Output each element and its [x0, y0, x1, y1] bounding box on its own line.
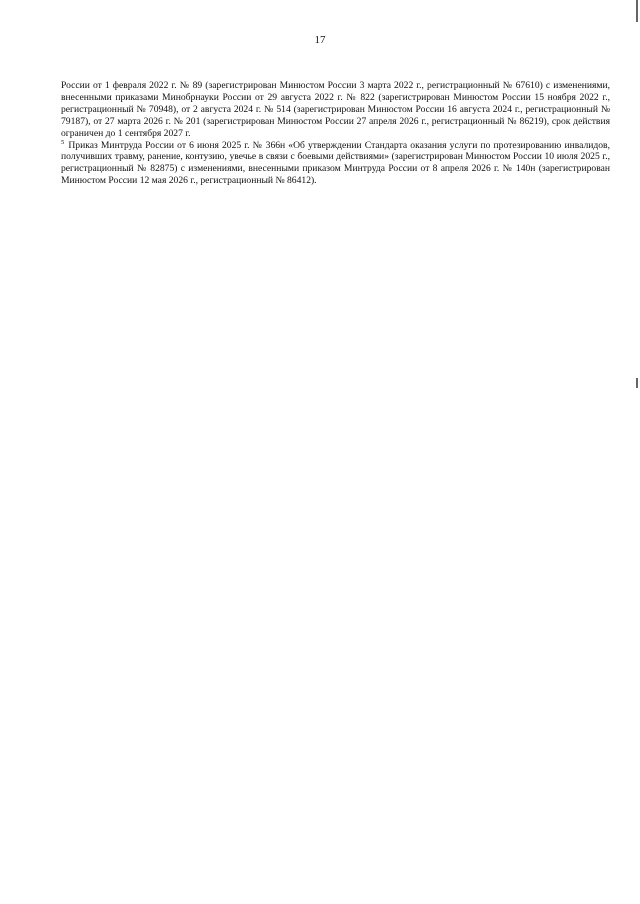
- scan-edge-mark-middle: [636, 378, 638, 388]
- scan-edge-mark-top: [636, 0, 638, 22]
- page-number: 17: [314, 34, 326, 46]
- footnotes-block: [61, 80, 610, 187]
- footnote-5-text: Приказ Минтруда России от 6 июня 2025 г. № 366н «Об утверждении Стандарта оказания услуги по протезированию инвалидов, получивших травму, ранение, контузию, увечье в связи с боевыми действиями» (зарегистрирован Минюстом России 10 июля 2025 г., регистрационный № 82875) с изменениями, внесенными приказом Минтруда России от 8 апреля 2026 г. № 140н (зарегистрирован Минюстом России 12 мая 2026 г., регистрационный № 86412).: [61, 139, 610, 187]
- footnote-5: [61, 140, 610, 188]
- footnote-5-marker: 5: [61, 138, 65, 146]
- footnote-continuation: России от 1 февраля 2022 г. № 89 (зарегистрирован Минюстом России 3 марта 2022 г., регистрационный № 67610) с изменениями, внесенными приказами Минобрнауки России от 29 августа 2022 г. № 822 (зарегистрирован Минюстом России 15 ноября 2022 г., регистрационный № 70948), от 2 августа 2024 г. № 514 (зарегистрирован Минюстом России 16 августа 2024 г., регистрационный № 79187), от 27 марта 2026 г. № 201 (зарегистрирован Минюстом России 27 апреля 2026 г., регистрационный № 86219), срок действия ограничен до 1 сентября 2027 г.: [61, 80, 610, 139]
